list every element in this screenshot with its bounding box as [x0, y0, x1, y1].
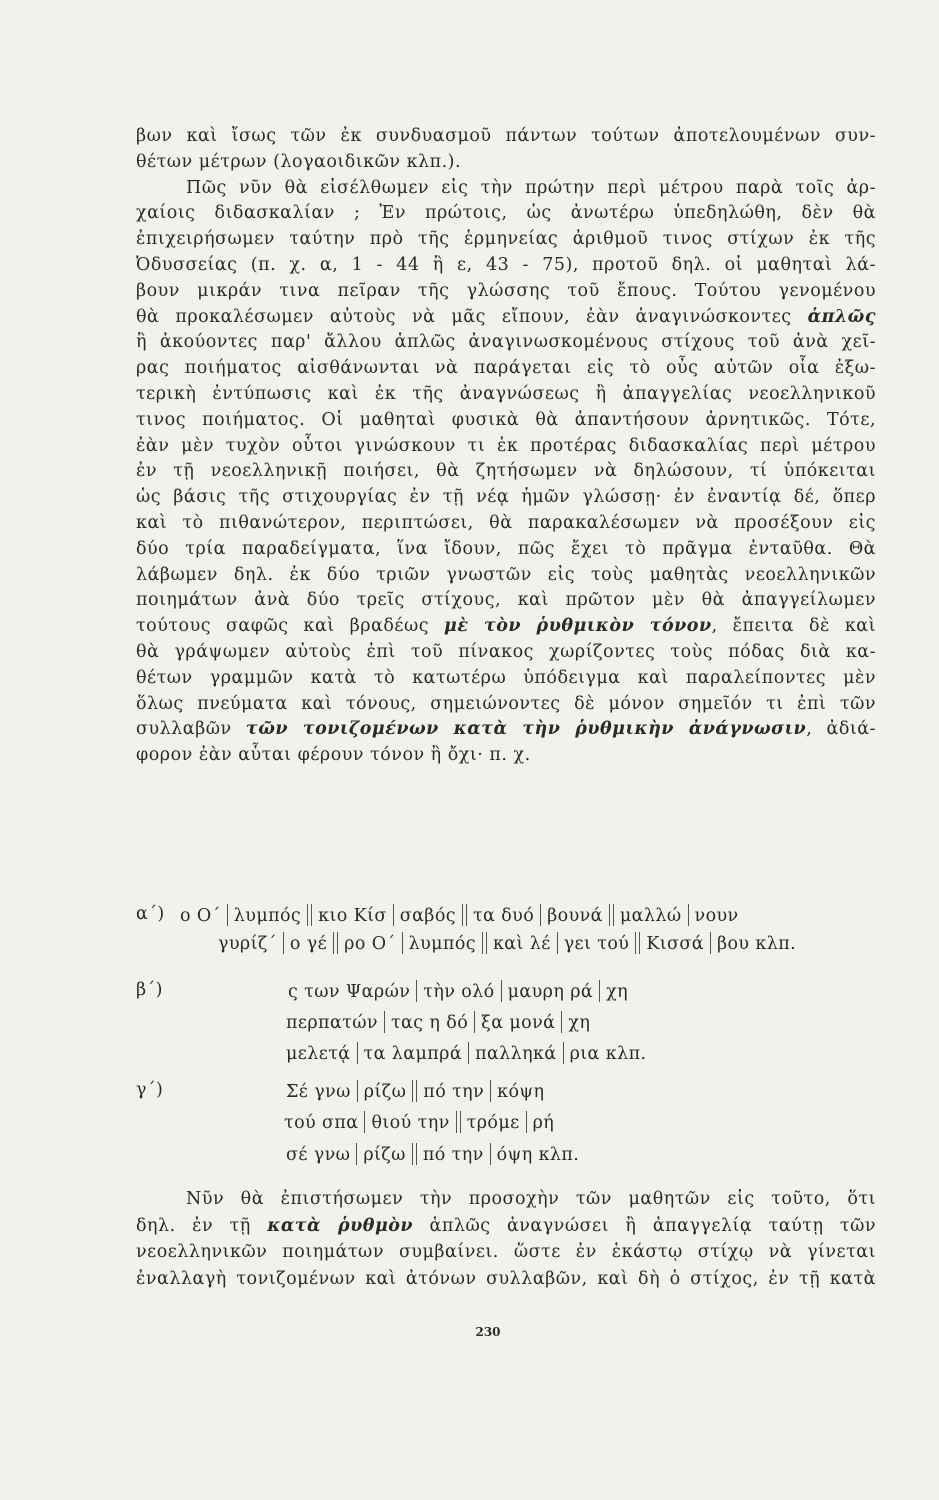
- foot: θιού την: [371, 1113, 450, 1133]
- foot-bar: [227, 904, 228, 926]
- foot: ο γέ: [289, 934, 328, 954]
- foot-bar: [416, 980, 417, 1002]
- caesura-bar: [412, 1080, 417, 1102]
- foot: λυμπός: [408, 934, 476, 954]
- foot: χη: [568, 1013, 591, 1033]
- foot: ρια κλπ.: [569, 1044, 647, 1064]
- verse-line: [288, 980, 628, 1002]
- foot: τού σπα: [284, 1113, 359, 1133]
- text-line: Νῦν θὰ ἐπιστήσωμεν τὴν προσοχὴν τῶν μαθητῶν εἰς τοῦτο, ὅτι: [186, 1189, 876, 1209]
- text-line: βουν μικράν τινα πεῖραν τῆς γλώσσης τοῦ ἔπους. Τούτου γενομένου: [136, 280, 876, 301]
- verse-line: [284, 1111, 554, 1133]
- text-line: τινος ποιήματος. Οἱ μαθηταὶ φυσικὰ θὰ ἀπαντήσουν ἀρνητικῶς. Τότε,: [136, 409, 876, 430]
- text-line: ἐναλλαγὴ τονιζομένων καὶ ἀτόνων συλλαβῶν, καὶ δὴ ὁ στίχος, ἐν τῇ κατὰ: [136, 1268, 876, 1289]
- caesura-bar: [333, 932, 338, 954]
- foot-bar: [364, 1111, 365, 1133]
- foot: ξα μονά: [481, 1013, 556, 1033]
- text-segment: θὰ προκαλέσωμεν αὐτοὺς νὰ μᾶς εἴπουν, ἐὰν ἀναγινώσκοντες: [136, 306, 792, 327]
- text-line: λάβωμεν δηλ. ἐκ δύο τριῶν γνωστῶν εἰς τοὺς μαθητὰς νεοελληνικῶν: [136, 564, 876, 585]
- foot-bar: [599, 980, 600, 1002]
- emphasis-text: τῶν τονιζομένων κατὰ τὴν ῥυθμικὴν ἀνάγνωσιν: [245, 719, 807, 740]
- foot: ρο Ο΄: [344, 934, 396, 954]
- text-line: καὶ τὸ πιθανώτερον, περιπτώσει, θὰ παρακαλέσωμεν νὰ προσέξουν εἰς: [136, 512, 876, 533]
- foot: όψη κλπ.: [496, 1145, 580, 1165]
- foot: ρή: [532, 1113, 555, 1133]
- foot-bar: [402, 932, 403, 954]
- foot: καὶ λέ: [492, 934, 551, 954]
- text-line: [136, 1213, 876, 1240]
- text-line: [136, 305, 876, 331]
- text-line: χαίοις διδασκαλίαν ; Ἐν πρώτοις, ὡς ἀνωτέρω ὑπεδηλώθη, δὲν θὰ: [136, 203, 876, 224]
- text-segment: , ἔπειτα δὲ καὶ: [711, 616, 876, 637]
- text-line: ὡς βάσις τῆς στιχουργίας ἐν τῇ νέᾳ ἡμῶν γλώσσῃ· ἐν ἐναντίᾳ δέ, ὅπερ: [136, 487, 876, 508]
- foot: ς των Ψαρών: [288, 982, 411, 1002]
- foot-bar: [468, 1042, 469, 1064]
- text-segment: συλλαβῶν: [136, 719, 232, 740]
- foot: πό την: [423, 1082, 485, 1102]
- text-segment: δηλ. ἐν τῇ: [136, 1215, 251, 1236]
- caesura-bar: [635, 932, 640, 954]
- foot-bar: [283, 932, 284, 954]
- main-text: [136, 124, 876, 769]
- foot-bar: [356, 1143, 357, 1165]
- verse-line: [286, 1080, 544, 1102]
- foot: νουν: [694, 906, 739, 926]
- foot: τρόμε: [466, 1113, 520, 1133]
- caesura-bar: [462, 904, 467, 926]
- foot-bar: [563, 1042, 564, 1064]
- text-line: ἐὰν μὲν τυχὸν οὗτοι γινώσκουν τι ἐκ προτέρας διδασκαλίας περὶ μέτρου: [136, 435, 876, 456]
- verse-line: [218, 932, 796, 954]
- text-line: ὅλως πνεύματα καὶ τόνους, σημειώνοντες δὲ μόνον σημεῖόν τι ἐπὶ τῶν: [136, 693, 876, 714]
- foot: μελετᾴ: [286, 1044, 351, 1064]
- text-line: ἢ ἀκούοντες παρ' ἄλλου ἁπλῶς ἀναγινωσκομένους στίχους τοῦ ἀνὰ χεῖ-: [136, 332, 876, 353]
- text-segment: τούτους σαφῶς καὶ βραδέως: [136, 616, 430, 637]
- foot: μαλλώ: [619, 906, 682, 926]
- foot: Κισσά: [646, 934, 704, 954]
- foot: τα λαμπρά: [363, 1044, 463, 1064]
- caesura-bar: [412, 1143, 417, 1165]
- foot-bar: [557, 932, 558, 954]
- text-line: [136, 614, 876, 640]
- text-line: [136, 717, 876, 743]
- foot-bar: [710, 932, 711, 954]
- text-line: θέτων γραμμῶν κατὰ τὸ κατωτέρω ὑπόδειγμα καὶ παραλείποντες μὲν: [136, 667, 876, 688]
- text-line: ρας ποιήματος αἰσθάνωνται νὰ παράγεται εἰς τὸ οὖς αὐτῶν οἷα ἐξω-: [136, 358, 876, 379]
- foot: τα δυό: [472, 906, 535, 926]
- page-number: 230: [475, 1325, 501, 1339]
- foot: περπατών: [286, 1013, 378, 1033]
- text-line: βων καὶ ἴσως τῶν ἐκ συνδυασμοῦ πάντων τούτων ἀποτελουμένων συν-: [136, 126, 876, 146]
- foot: Σέ γνω: [286, 1082, 351, 1102]
- text-line: Ὀδυσσείας (π. χ. α, 1 - 44 ἢ ε, 43 - 75), προτοῦ δηλ. οἱ μαθηταὶ λά-: [136, 254, 876, 275]
- foot: μαυρη ρά: [507, 982, 594, 1002]
- text-segment: ἁπλῶς ἀναγνώσει ἢ ἀπαγγελίᾳ ταύτῃ τῶν: [429, 1215, 876, 1236]
- foot: ο Ο΄: [180, 906, 221, 926]
- foot: πό την: [422, 1145, 484, 1165]
- foot: τας η δό: [390, 1013, 469, 1033]
- caesura-bar: [609, 904, 614, 926]
- foot: ρίζω: [363, 1145, 406, 1165]
- verse-line: [180, 904, 739, 926]
- example-label: γ΄): [136, 1080, 164, 1100]
- text-line: τερικὴ ἐντύπωσις καὶ ἐκ τῆς ἀναγνώσεως ἢ ἀπαγγελίας νεοελληνικοῦ: [136, 383, 876, 404]
- foot-bar: [526, 1111, 527, 1133]
- foot-bar: [384, 1011, 385, 1033]
- foot-bar: [501, 980, 502, 1002]
- foot: βουνά: [547, 906, 603, 926]
- verse-line: [286, 1042, 646, 1064]
- text-segment: , ἀδιά-: [806, 719, 876, 740]
- foot: κιο Κίσ: [318, 906, 387, 926]
- text-line: δύο τρία παραδείγματα, ἵνα ἴδουν, πῶς ἔχει τὸ πρᾶγμα ἐνταῦθα. Θὰ: [136, 538, 876, 559]
- foot-bar: [561, 1011, 562, 1033]
- foot-bar: [393, 904, 394, 926]
- verse-line: [286, 1143, 579, 1165]
- example-label: β΄): [136, 980, 163, 1000]
- text-line: θέτων μέτρων (λογαοιδικῶν κλπ.).: [136, 151, 462, 172]
- foot-bar: [357, 1080, 358, 1102]
- emphasis-text: ἁπλῶς: [807, 306, 876, 327]
- caesura-bar: [307, 904, 312, 926]
- foot: γυρίζ΄: [218, 934, 277, 954]
- text-line: ἐπιχειρήσωμεν ταύτην πρὸ τῆς ἑρμηνείας ἀριθμοῦ τινος στίχων ἐκ τῆς: [136, 229, 876, 250]
- text-line: Πῶς νῦν θὰ εἰσέλθωμεν εἰς τὴν πρώτην περὶ μέτρου παρὰ τοῖς ἀρ-: [186, 177, 876, 198]
- text-line: ποιημάτων ἀνὰ δύο τρεῖς στίχους, καὶ πρῶτον μὲν θὰ ἀπαγγείλωμεν: [136, 590, 876, 611]
- foot-bar: [540, 904, 541, 926]
- text-line: θὰ γράψωμεν αὐτοὺς ἐπὶ τοῦ πίνακος χωρίζοντες τοὺς πόδας διὰ κα-: [136, 641, 876, 662]
- verse-line: [286, 1011, 590, 1033]
- foot: κόψη: [497, 1082, 545, 1102]
- foot: ρίζω: [363, 1082, 407, 1102]
- caesura-bar: [456, 1111, 461, 1133]
- foot: λυμπός: [233, 906, 302, 926]
- foot-bar: [474, 1011, 475, 1033]
- text-line: νεοελληνικῶν ποιημάτων συμβαίνει. ὥστε ἐν ἑκάστῳ στίχῳ νὰ γίνεται: [136, 1242, 876, 1262]
- foot: γει τού: [563, 934, 630, 954]
- emphasis-text: μὲ τὸν ῥυθμικὸν τόνον: [444, 616, 712, 637]
- foot-bar: [357, 1042, 358, 1064]
- emphasis-text: κατὰ ῥυθμὸν: [267, 1215, 414, 1236]
- example-label: α΄): [136, 904, 165, 924]
- foot-bar: [688, 904, 689, 926]
- caesura-bar: [482, 932, 487, 954]
- foot: σαβός: [399, 906, 456, 926]
- foot: χη: [606, 982, 628, 1002]
- foot: σέ γνω: [286, 1145, 351, 1165]
- text-line: φορον ἐὰν αὗται φέρουν τόνον ἢ ὄχι· π. χ.: [136, 745, 531, 766]
- foot-bar: [490, 1080, 491, 1102]
- text-line: ἐν τῇ νεοελληνικῇ ποιήσει, θὰ ζητήσωμεν νὰ δηλώσουν, τί ὑπόκειται: [136, 461, 876, 482]
- closing-paragraph: [136, 1186, 876, 1292]
- foot-bar: [490, 1143, 491, 1165]
- foot: βου κλπ.: [716, 934, 797, 954]
- foot: τὴν ολό: [423, 982, 495, 1002]
- foot: παλληκά: [475, 1044, 557, 1064]
